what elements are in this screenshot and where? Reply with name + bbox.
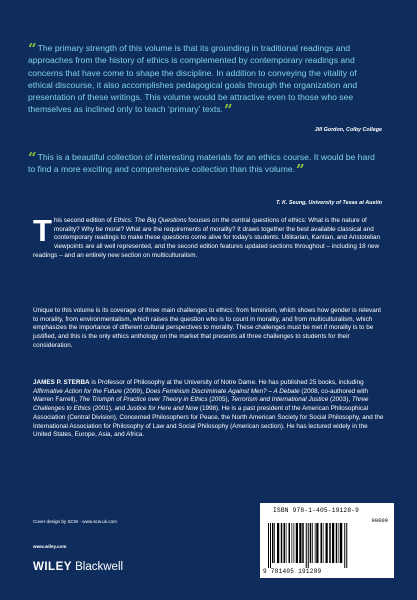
review-quote-1-text: The primary strength of this volume is that its grounding in traditional readings and approaches from the history of ethics is complemented by contemporary readings and concerns that have come to shape the discipline. In addition to conveying the vitality of ethical discourse, it also accomplishes pedagogical goals through the organization and presentation of these writings. This volume would be attractive even to those who see themselves as inclined only to teach ‘primary’ texts. (28, 43, 358, 115)
bio-book-title: Does Feminism Discriminate Against Men? – A Debate (145, 387, 300, 395)
barcode-box (260, 503, 394, 578)
price-code: 90000 (371, 517, 388, 524)
close-quote-mark: ” (296, 161, 305, 180)
close-quote-mark: ” (224, 101, 233, 120)
drop-cap: T (33, 213, 52, 248)
barcode-bar (302, 523, 304, 563)
review-quote-2 (28, 149, 382, 180)
barcode-bar (281, 523, 283, 563)
bio-book-title: Terrorism and International Justice (231, 396, 329, 404)
publisher-logo (33, 561, 123, 573)
author-name: JAMES P. STERBA (33, 379, 90, 386)
barcode-bar (268, 523, 269, 568)
bio-book-title: Justice for Here and Now (126, 405, 199, 413)
bio-text: (2008, co-authored with Warren Farrell), (33, 387, 369, 404)
barcode-bar (315, 523, 316, 563)
barcode-bar (316, 523, 318, 563)
isbn-label: ISBN 978-1-405-19128-9 (273, 507, 360, 514)
publisher-website: www.wiley.com (33, 544, 67, 549)
barcode-bar (323, 523, 324, 563)
barcode-bar (308, 523, 309, 568)
intro-text-rest: focuses on the central questions of ethics: What is the nature of morality? Why be moral? What are the requirements of morality? It draws together the best available classical and contemporary readings to make these questions come alive for today’s students. Utilitarian, Kantian, and Aristotelian viewpoints are all well represented, and the second edition features updated sections throughout – including 18 new readings – and an entirely new section on multiculturalism. (33, 217, 380, 259)
barcode-bar (277, 523, 279, 563)
book-title: Ethics: The Big Questions (113, 217, 187, 224)
open-quote-mark: “ (28, 40, 37, 58)
barcode-bar (346, 523, 347, 568)
barcode-bar (299, 523, 301, 563)
bio-book-title: Affirmative Action for the Future (33, 387, 122, 395)
logo-wiley: WILEY (33, 561, 72, 573)
barcode-bars (266, 523, 388, 568)
barcode-bar (284, 523, 286, 563)
barcode-bar (310, 523, 312, 563)
barcode-bar (329, 523, 331, 563)
author-bio (33, 379, 385, 440)
bio-text: (1998). He is a past president of the American Philosophical Association (Central Division), Concerned Philosophers for Peace, the North American Society for Social Philosophy, and the International Association for Philosophy of Law and Social Philosophy (American section). He has lectured widely in the United States, Europe, Asia, and Africa. (33, 405, 384, 439)
barcode-bar (312, 523, 313, 563)
bio-book-title: The Triumph of Practice over Theory in Ethics (78, 396, 208, 404)
barcode-bar (270, 523, 271, 568)
barcode-bar (336, 523, 338, 563)
cover-design-credit: Cover design by SCW · www.scw.uk.com (33, 519, 117, 524)
barcode-bar (332, 523, 334, 563)
barcode-bar (286, 523, 287, 563)
barcode-bar (321, 523, 323, 563)
barcode-bar (274, 523, 275, 563)
bio-text: (2003), (328, 396, 352, 404)
bio-text: (2001), and (90, 405, 127, 413)
intro-text-start: his second edition of (53, 217, 114, 224)
barcode-number: 9 781405 191289 (263, 568, 322, 575)
barcode-bar (306, 523, 307, 568)
barcode-bar (344, 523, 345, 568)
barcode-bar (289, 523, 291, 563)
review-attribution-2: T. K. Seung, University of Texas at Austin (276, 200, 382, 206)
review-quote-2-text: This is a beautiful collection of interesting materials for an ethics course. It would be hard to find a more exciting and comprehensive collection than this volume. (28, 152, 375, 175)
bio-text: (2009), (121, 387, 146, 395)
barcode-bar (296, 523, 298, 563)
review-attribution-1: Jill Gordon, Colby College (314, 127, 382, 133)
barcode-bar (292, 523, 293, 563)
intro-paragraph (33, 213, 385, 261)
review-quote-1 (28, 40, 382, 120)
barcode-bar (272, 523, 274, 563)
barcode-bar (339, 523, 340, 563)
open-quote-mark: “ (28, 149, 37, 167)
bio-text: is Professor of Philosophy at the University of Notre Dame. He has published 25 books, including (89, 379, 364, 386)
bio-text: (2005), (207, 396, 232, 404)
barcode-bar (294, 523, 295, 563)
logo-blackwell: Blackwell (71, 561, 124, 573)
barcode-bar (326, 523, 328, 563)
bio-book-title: Three Challenges to Ethics (33, 396, 369, 413)
barcode-bar (340, 523, 342, 563)
challenges-paragraph: Unique to this volume is its coverage of three main challenges to ethics: from feminism, which shows how gender is relevant to morality, from environmentalism, which raises the question who is to count in morality, and from multiculturalism, which emphasizes the importance of different cultural perspectives to morality. These challenges must be met if morality is to be justified, and this is the only ethics anthology on the market that presents all three challenges to students for their consideration. (33, 307, 382, 349)
